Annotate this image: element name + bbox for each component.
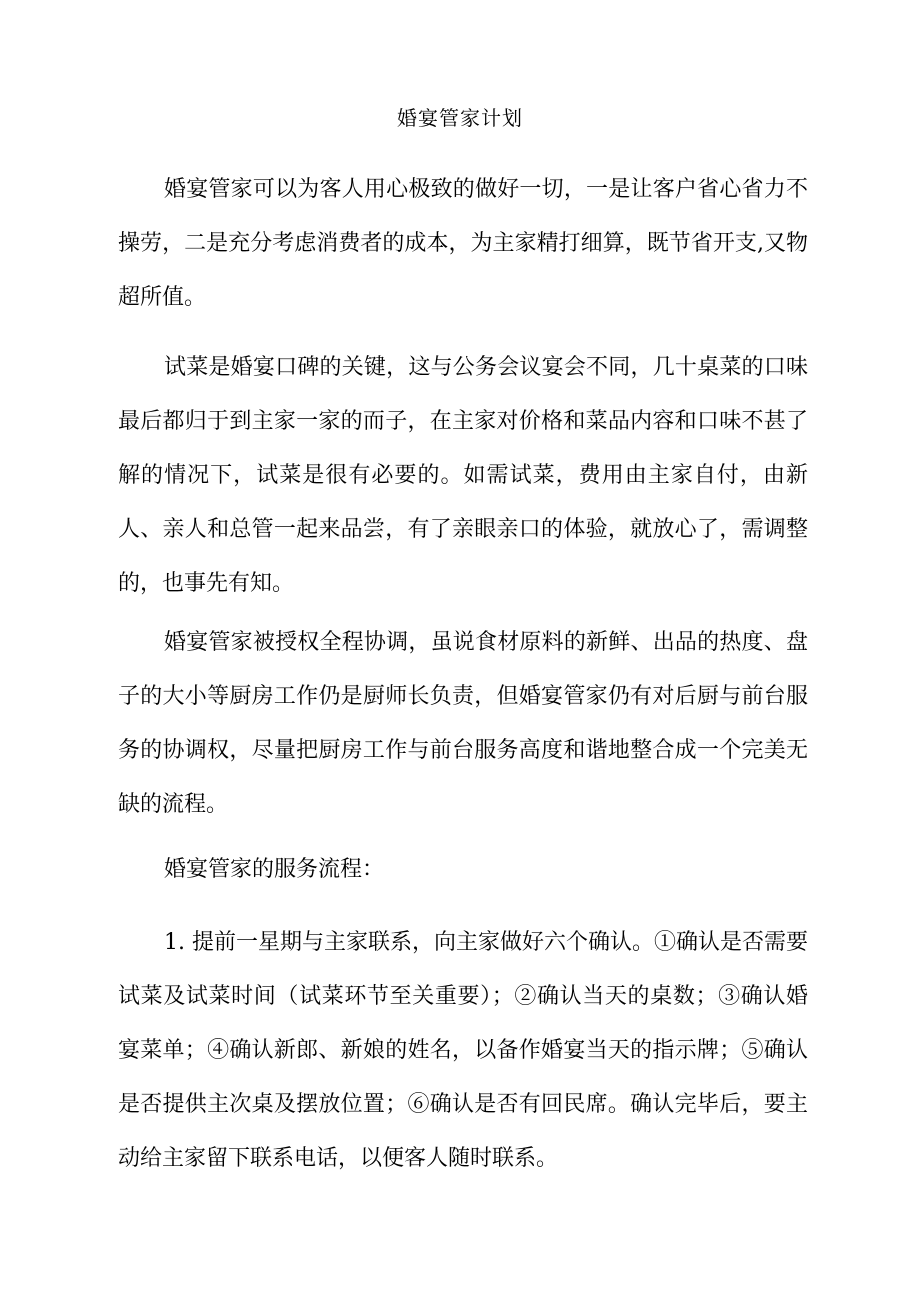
paragraph-process-heading: 婚宴管家的服务流程： (164, 857, 385, 882)
document-title: 婚宴管家计划 (397, 106, 523, 130)
paragraph-intro: 婚宴管家可以为客人用心极致的做好一切，一是让客户省心省力不操劳，二是充分考虑消费者的成本，为主家精打细算，既节省开支,又物超所值。 (118, 177, 808, 310)
paragraph-coordination: 婚宴管家被授权全程协调，虽说食材原料的新鲜、出品的热度、盘子的大小等厨房工作仍是厨师长负责，但婚宴管家仍有对后厨与前台服务的协调权，尽量把厨房工作与前台服务高度和谐地整合成一个完美无缺的流程。 (118, 630, 808, 817)
paragraph-step-1: 1. 提前一星期与主家联系，向主家做好六个确认。①确认是否需要试菜及试菜时间（试菜环节至关重要）；②确认当天的桌数；③确认婚宴菜单；④确认新郎、新娘的姓名，以备作婚宴当天的指示牌；⑤确认是否提供主次桌及摆放位置；⑥确认是否有回民席。确认完毕后，要主动给主家留下联系电话，以便客人随时联系。 (118, 930, 808, 1171)
paragraph-tasting: 试菜是婚宴口碑的关键，这与公务会议宴会不同，几十桌菜的口味最后都归于到主家一家的而子，在主家对价格和菜品内容和口味不甚了解的情况下，试菜是很有必要的。如需试菜，费用由主家自付，由新人、亲人和总管一起来品尝，有了亲眼亲口的体验，就放心了，需调整的，也事先有知。 (118, 355, 808, 596)
